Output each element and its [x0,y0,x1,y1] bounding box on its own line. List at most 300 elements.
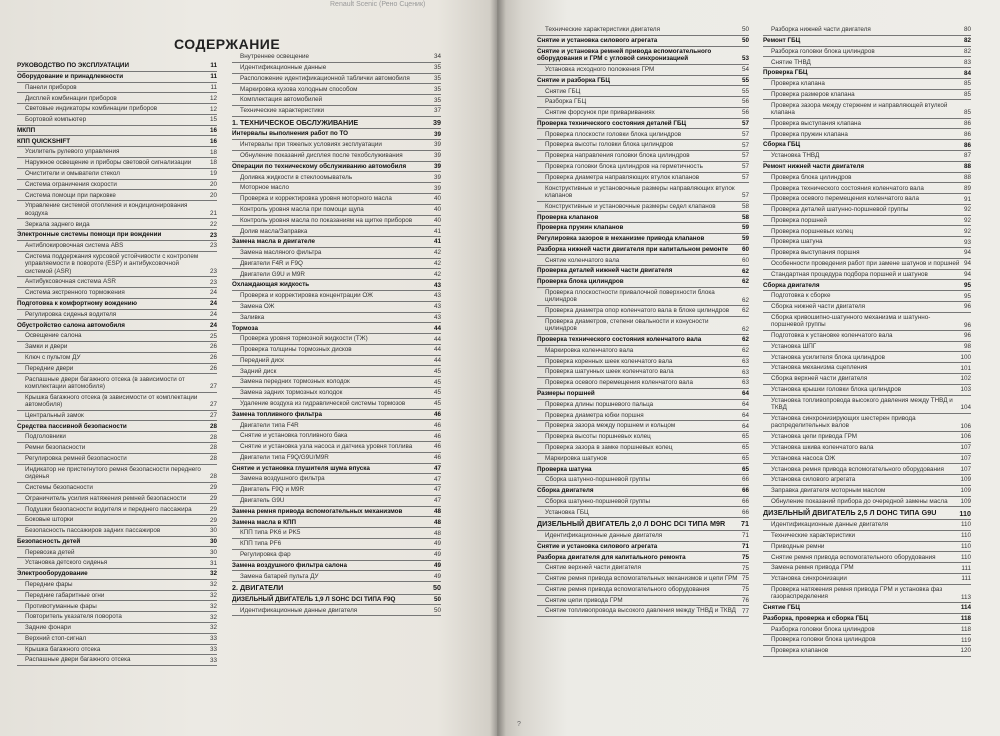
toc-entry [537,86,749,97]
toc-entry-title: Очистители и омыватели стекол [25,170,120,177]
toc-entry-page: 62 [741,336,749,344]
toc-entry-title: Регулировка сиденья водителя [25,310,117,318]
toc-entry [537,507,749,518]
toc-entry-title: Проверка диаметра юбки поршня [545,411,644,419]
toc-entry-title: Проверка длины поршневого пальца [545,400,654,408]
toc-entry-title: Разборка головки блока цилиндров [771,47,875,55]
toc-entry-title: Проверка шатунных шеек коленчатого вала [545,368,674,376]
toc-entry [763,280,971,291]
toc-entry-page: 48 [433,518,441,526]
toc-entry-title: Контроль уровня масла по показаниям на щитке приборов [240,216,413,224]
toc-entry-page: 75 [741,575,749,583]
toc-entry-page: 47 [433,464,441,472]
toc-entry [537,486,749,497]
toc-entry-title: ДИЗЕЛЬНЫЙ ДВИГАТЕЛЬ 2,5 Л DOHC ТИПА G9U [763,508,937,518]
toc-entry-title: Проверка плоскости головки блока цилиндров [545,130,682,138]
toc-entry-title: Установка ГБЦ [545,508,589,516]
toc-entry-page: 66 [741,476,749,484]
toc-entry-title: Разборка нижней части двигателя при капитальном ремонте [537,245,729,253]
toc-entry-title: Крышка багажного отсека [25,645,101,653]
toc-entry [763,270,971,281]
toc-entry [232,95,441,106]
toc-entry-title: Подготовка к установке коленчатого вала [771,332,893,340]
toc-entry-title: Ремонт нижней части двигателя [763,162,865,170]
toc-entry [537,400,749,411]
toc-entry [232,528,441,539]
toc-entry-page: 96 [963,321,971,329]
toc-entry-page: 66 [741,508,749,516]
toc-entry-title: Проверка натяжения ремня привода ГРМ и установка фаз газораспределения [771,585,943,601]
toc-entry-title: Установка ТНВД [771,152,820,160]
toc-entry [232,194,441,205]
toc-entry-page: 65 [741,454,749,462]
running-header: Renault Scenic (Рено Сценик) [330,1,426,8]
toc-entry-title: Двигатель G9U [240,497,285,505]
toc-entry [232,74,441,85]
toc-entry-title: Замена топливного фильтра [232,410,322,418]
toc-entry-page: 32 [209,613,217,621]
toc-entry-page: 57 [741,130,749,138]
toc-entry-page: 75 [741,564,749,572]
toc-entry [763,57,971,68]
toc-entry-page: 29 [209,484,217,492]
toc-entry-page: 28 [209,473,217,481]
toc-entry [232,410,441,421]
toc-column-2 [232,52,441,616]
toc-entry-title: Повторитель указателя поворота [25,613,122,621]
toc-entry-page: 45 [433,378,441,386]
toc-entry [17,180,217,191]
toc-entry-title: Комплектация автомобилей [240,96,323,104]
toc-entry-title: Проверка поршней [771,216,827,224]
toc-entry [232,453,441,464]
toc-entry-page: 66 [741,487,749,495]
toc-entry [17,169,217,180]
toc-entry-title: Проверка блока цилиндров [537,278,624,286]
toc-entry-title: Проверка деталей нижней части двигателя [537,267,673,275]
toc-entry-title: Усилитель рулевого управления [25,148,120,156]
toc-entry-page: 110 [960,553,971,561]
toc-entry-page: 49 [433,540,441,548]
toc-entry-title: Проверка шатуна [537,465,592,473]
toc-entry-title: Установка механизма сцепления [771,364,868,372]
toc-entry-title: Дисплей комбинации приборов [25,94,117,102]
toc-entry-page: 104 [960,404,971,412]
toc-entry [537,140,749,151]
toc-entry-title: Обнуление показаний прибора до очередной замены масла [771,497,948,505]
toc-entry-title: Снятие коленчатого вала [545,256,620,264]
toc-entry [763,237,971,248]
toc-entry-page: 57 [741,173,749,181]
toc-entry [17,331,217,342]
toc-entry-page: 92 [963,227,971,235]
toc-entry-title: Интервалы при тяжелых условиях эксплуатации [240,141,382,149]
toc-entry-page: 32 [209,602,217,610]
toc-entry-title: Маркировка шатунов [545,454,607,462]
toc-entry [537,36,749,47]
toc-entry [537,183,749,201]
toc-entry-title: Замена батарей пульта ДУ [240,572,319,580]
toc-entry-title: Маркировка кузова холодным способом [240,85,358,93]
toc-entry-page: 55 [741,87,749,95]
toc-entry-title: Проверка зазора в замке поршневых колец [545,443,673,451]
toc-entry [232,313,441,324]
toc-entry-title: Проверка клапана [771,80,825,88]
toc-entry-page: 15 [209,116,217,124]
toc-entry-page: 82 [963,37,971,45]
toc-entry-title: Установка ШПГ [771,342,817,350]
toc-entry [537,542,749,553]
toc-entry [232,550,441,561]
toc-entry [17,147,217,158]
toc-entry [763,140,971,151]
toc-entry-page: 71 [741,542,749,550]
toc-entry-page: 111 [961,564,971,572]
toc-entry-title: Антибуксовочная система ASR [25,278,116,286]
toc-entry-title: Технические характеристики [771,532,856,539]
toc-entry-page: 24 [209,300,217,308]
toc-entry-page: 24 [209,289,217,297]
toc-entry-page: 110 [960,542,971,550]
toc-entry [763,624,971,635]
toc-entry-title: Расположение идентификационной таблички автомобиля [240,74,410,82]
toc-entry [537,475,749,486]
toc-entry [537,335,749,346]
toc-entry [537,266,749,277]
toc-entry-title: Замена ОЖ [240,302,275,310]
toc-entry [763,100,971,118]
toc-entry [763,129,971,140]
toc-entry-page: 62 [741,278,749,286]
toc-entry-page: 23 [209,278,217,286]
toc-entry [763,47,971,58]
toc-entry-title: Подготовка к комфортному вождению [17,300,138,308]
toc-entry-page: 120 [960,647,971,655]
toc-entry-page: 47 [433,497,441,505]
toc-entry-page: 88 [963,163,971,171]
toc-column-3 [537,25,749,617]
toc-entry-page: 32 [209,581,217,589]
toc-entry [232,183,441,194]
toc-entry-title: Удаление воздуха из гидравлической системы тормозов [240,400,406,407]
toc-entry [17,591,217,602]
toc-entry [537,47,749,65]
toc-entry-page: 46 [433,432,441,440]
toc-entry-title: Замена ремня привода ГРМ [771,564,854,572]
toc-entry-page: 46 [433,421,441,429]
toc-entry-page: 50 [433,583,441,593]
toc-entry [17,158,217,169]
toc-entry-page: 39 [433,173,441,181]
toc-entry-title: Средства пассивной безопасности [17,422,127,430]
toc-entry-title: Проверка диаметра опор коленчатого вала в блоке цилиндров [545,307,730,315]
toc-entry [763,342,971,353]
toc-entry-page: 62 [741,347,749,355]
toc-entry [763,90,971,101]
toc-entry-title: Проверка технического состояния коленчатого вала [537,336,702,344]
toc-entry-title: Моторное масло [240,184,289,192]
toc-entry-page: 46 [433,454,441,462]
toc-entry [232,63,441,74]
toc-entry-page: 110 [960,532,971,540]
toc-entry-title: Особенности проведения работ при замене шатунов и поршней [771,260,960,267]
toc-entry-page: 119 [960,636,971,644]
toc-entry [537,518,749,531]
toc-entry-title: Ограничитель усилия натяжения ремней безопасности [25,494,187,502]
toc-entry-page: 71 [741,519,749,529]
toc-entry-title: Сборка шатунно-поршневой группы [545,476,651,484]
toc-entry [763,363,971,374]
toc-entry [17,115,217,126]
toc-entry-page: 32 [209,624,217,632]
toc-entry-title: Идентификационные данные двигателя [240,606,358,614]
toc-entry-title: Замена ремня привода вспомогательных механизмов [232,507,403,515]
toc-entry-page: 40 [433,216,441,224]
toc-entry [763,432,971,443]
toc-entry-page: 107 [960,444,971,452]
toc-entry [763,585,971,603]
toc-entry-title: Снятие цепи привода ГРМ [545,596,623,604]
toc-entry-page: 41 [433,227,441,235]
toc-entry-title: Установка крышки головки блока цилиндров [771,386,902,393]
toc-entry [537,357,749,368]
toc-entry-title: Проверка выступания поршня [771,249,860,257]
toc-entry [232,420,441,431]
toc-entry [763,497,971,508]
toc-entry-title: Антиблокировочная система ABS [25,242,124,250]
toc-entry-page: 39 [433,152,441,160]
toc-entry [537,76,749,87]
toc-entry [17,136,217,147]
toc-entry-page: 109 [960,498,971,506]
toc-entry [537,552,749,563]
toc-entry-title: Установка ремня привода вспомогательного оборудования [771,465,944,473]
toc-entry-title: Задние фонари [25,624,71,632]
toc-entry [17,374,217,392]
toc-entry-page: 63 [741,357,749,365]
toc-entry-page: 34 [433,53,441,61]
toc-entry-page: 48 [433,508,441,515]
toc-entry-title: Технические характеристики двигателя [545,26,661,34]
toc-entry [17,526,217,537]
toc-entry [17,393,217,411]
toc-entry-page: 57 [741,163,749,171]
toc-entry-page: 56 [741,98,749,106]
toc-entry [763,291,971,302]
toc-entry-title: Передний диск [240,356,284,364]
toc-entry-title: Центральный замок [25,411,84,419]
toc-entry [537,173,749,184]
toc-entry-title: Задний диск [240,367,277,375]
toc-entry-page: 85 [963,91,971,99]
toc-entry-page: 44 [433,346,441,354]
toc-entry-page: 64 [741,390,749,398]
toc-entry-title: Система поддержания курсовой устойчивости с контролем управляемости в повороте (ESP) и антибуксовочной системой (ASR) [25,252,199,275]
toc-entry-page: 29 [209,516,217,524]
toc-entry-page: 94 [963,260,971,268]
toc-entry-title: Системы безопасности [25,483,93,491]
toc-entry [763,205,971,216]
toc-entry [763,68,971,79]
toc-entry [17,411,217,422]
toc-entry-page: 111 [961,575,971,583]
toc-entry [763,475,971,486]
toc-entry [17,72,217,83]
toc-entry [763,603,971,614]
toc-entry-title: Боковые шторки [25,516,74,524]
toc-entry [232,302,441,313]
toc-entry-title: КПП QUICKSHIFT [17,137,71,145]
toc-entry-page: 24 [209,311,217,318]
toc-entry-page: 43 [433,313,441,321]
toc-entry [763,216,971,227]
toc-entry [232,582,441,595]
toc-entry-title: Проверка зазора между поршнем и кольцом [545,422,676,430]
toc-entry-title: Снятие и установка узла насоса и датчика уровня топлива [240,443,413,451]
toc-entry [17,421,217,432]
toc-entry-page: 55 [741,76,749,84]
toc-entry-page: 93 [963,238,971,246]
toc-entry [537,585,749,596]
toc-entry [232,474,441,485]
toc-entry [763,486,971,497]
toc-entry [537,277,749,288]
toc-entry-title: РУКОВОДСТВО ПО ЭКСПЛУАТАЦИИ [17,62,129,70]
toc-entry [763,563,971,574]
toc-entry-title: Установка синхронизирующих шестерен привода распределительных валов [771,414,916,430]
toc-entry [763,352,971,363]
toc-entry-title: Электрооборудование [17,570,88,578]
toc-entry-title: Сборка двигателя [763,281,820,289]
toc-entry-page: 40 [433,206,441,214]
toc-entry [17,353,217,364]
toc-entry-page: 86 [963,141,971,149]
toc-entry [17,504,217,515]
toc-entry-title: КПП типа PF6 [240,540,282,548]
toc-entry-page: 63 [741,368,749,376]
toc-entry-title: Ремонт ГБЦ [763,36,801,44]
toc-entry-page: 106 [960,433,971,441]
toc-entry-title: Разборка нижней части двигателя [771,26,871,34]
toc-entry [232,151,441,162]
toc-entry-title: Конструктивные и установочные размеры седел клапанов [545,202,716,210]
toc-entry [763,443,971,454]
toc-entry [17,612,217,623]
toc-entry-page: 33 [209,635,217,643]
toc-entry-title: Система экстренного торможения [25,289,125,297]
toc-entry-page: 50 [741,37,749,45]
toc-entry-page: 31 [209,559,217,567]
toc-entry-page: 41 [433,238,441,246]
toc-entry-title: Долив масла/Заправка [240,227,308,235]
toc-entry [763,119,971,130]
toc-entry-title: Двигатель F9Q и M9R [240,486,305,494]
toc-entry-page: 23 [209,231,217,239]
toc-entry [17,558,217,569]
toc-entry-page: 45 [433,389,441,397]
toc-entry [763,520,971,531]
toc-entry-page: 30 [209,527,217,535]
toc-entry-title: Индикатор не пристегнутого ремня безопасности переднего сиденья [25,465,201,481]
toc-entry [232,205,441,216]
toc-entry-page: 64 [741,401,749,408]
toc-entry [763,226,971,237]
toc-entry [232,377,441,388]
toc-entry-title: Снятие ремня привода вспомогательного оборудования [545,585,710,593]
toc-entry [763,79,971,90]
toc-entry-title: Разборка головки блока цилиндров [771,625,875,633]
toc-entry-title: Проверка и корректировка концентрации ОЖ [240,292,373,300]
toc-entry [17,432,217,443]
toc-entry-page: 65 [741,433,749,441]
toc-entry-title: Обнуление показаний дисплея после техобслуживания [240,152,403,160]
toc-entry-page: 102 [960,375,971,383]
toc-entry-page: 96 [963,332,971,340]
toc-entry-title: Электронные системы помощи при вождении [17,231,162,239]
toc-entry [232,431,441,442]
toc-entry [232,464,441,475]
toc-entry [537,596,749,607]
toc-entry-page: 25 [209,332,217,340]
toc-entry-title: Проверка головки блока цилиндров на герметичность [545,162,703,170]
toc-entry-title: Операции по техническому обслуживанию автомобиля [232,162,407,170]
toc-entry [763,302,971,313]
toc-entry-title: Снятие и установка топливного бака [240,432,348,440]
book-spine-shadow [490,0,506,736]
toc-entry-title: Снятие и установка ремней привода вспомогательного оборудования и ГРМ с угловой синхронизацией [537,47,712,63]
toc-entry [537,25,749,36]
toc-entry-title: Проверка уровня тормозной жидкости (ТЖ) [240,335,368,343]
toc-entry-page: 64 [741,422,749,430]
toc-entry-title: Сборка нижней части двигателя [771,303,866,311]
toc-entry-page: 35 [433,64,441,72]
toc-entry-page: 18 [209,148,217,156]
toc-entry-page: 96 [963,303,971,311]
toc-entry-page: 26 [209,354,217,362]
toc-entry [537,378,749,389]
toc-entry-title: Проверка выступания клапана [771,119,862,127]
toc-entry-page: 23 [209,242,217,250]
toc-entry [17,465,217,483]
toc-entry [17,443,217,454]
toc-entry [232,52,441,63]
toc-entry [17,601,217,612]
toc-entry-page: 30 [209,548,217,556]
toc-entry-page: 40 [433,195,441,203]
toc-entry-title: ДИЗЕЛЬНЫЙ ДВИГАТЕЛЬ 2,0 Л DOHC DCI ТИПА M9R [537,519,726,529]
toc-entry-page: 39 [433,130,441,138]
toc-entry-page: 45 [433,400,441,408]
toc-entry-title: Охлаждающая жидкость [232,281,310,289]
toc-entry [17,483,217,494]
toc-entry-title: Верхний стоп-сигнал [25,634,87,642]
toc-column-1 [17,61,217,666]
toc-entry-title: Установка цепи привода ГРМ [771,433,858,441]
toc-entry-page: 57 [741,152,749,160]
toc-entry-title: Интервалы выполнения работ по ТО [232,130,349,138]
toc-entry [537,151,749,162]
toc-entry [17,190,217,201]
toc-entry-page: 29 [209,505,217,513]
toc-entry [232,356,441,367]
toc-entry-page: 33 [209,645,217,653]
toc-entry-title: Снятие топливопровода высокого давления между ТНВД и ТКВД [545,607,736,615]
toc-entry [232,595,441,606]
toc-entry-page: 27 [209,412,217,420]
toc-entry [537,346,749,357]
toc-entry [17,201,217,219]
toc-entry-title: Тормоза [232,324,258,332]
